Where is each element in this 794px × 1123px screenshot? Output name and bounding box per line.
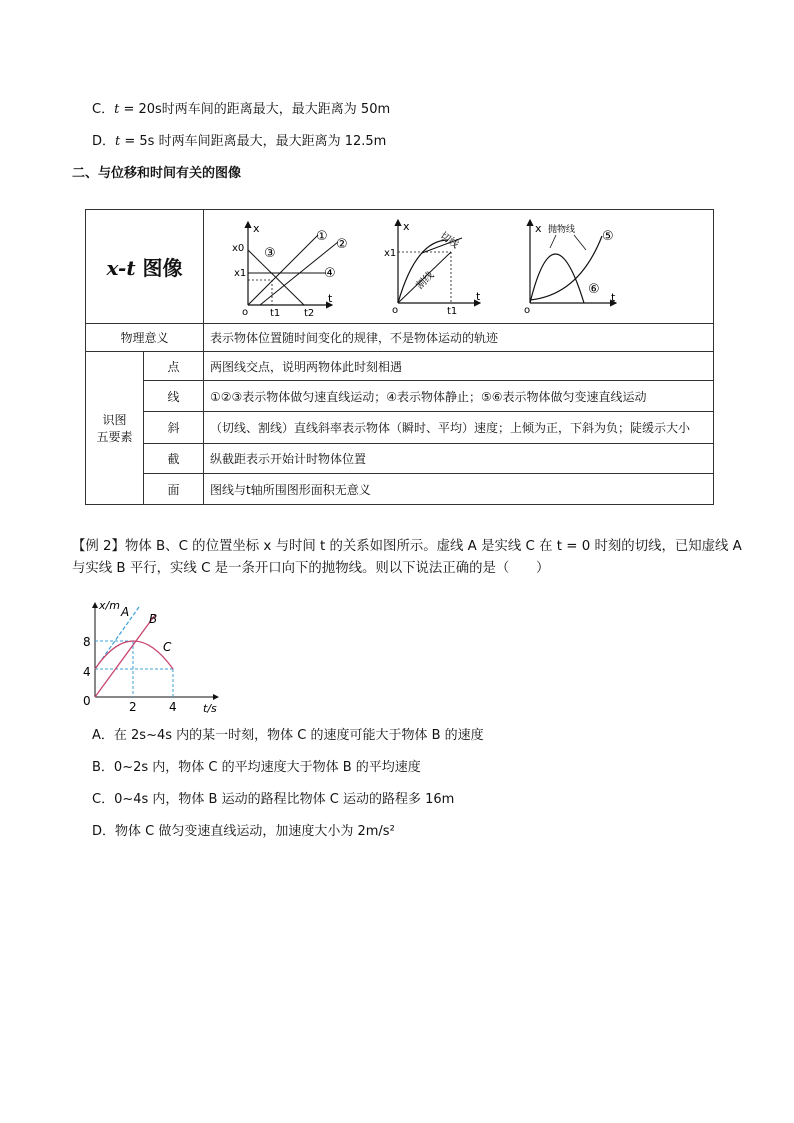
row-text-area: 图线与t轴所围图形面积无意义 <box>204 474 714 505</box>
g2-curve <box>398 240 448 303</box>
row-label-intercept: 截 <box>144 444 204 474</box>
g1-x-label: x <box>253 222 260 235</box>
example-y-axis-label: x/m <box>99 599 120 612</box>
group-label-line2: 五要素 <box>96 430 133 444</box>
g1-line-1 <box>248 235 318 305</box>
g3-t-label: t <box>611 291 616 304</box>
option-text: 物体 C 做匀变速直线运动，加速度大小为 2m/s² <box>115 824 395 839</box>
graph2 <box>384 220 481 317</box>
example-line1: 物体 B、C 的位置坐标 x 与时间 t 的关系如图所示。虚线 A 是实线 C 在 t = 0 时刻的切线，已知虚线 A <box>124 539 742 554</box>
g2-tangent-label: 切线 <box>437 230 461 251</box>
g1-x0-label: x0 <box>232 243 245 254</box>
example-option-d <box>92 823 395 841</box>
option-c-prev <box>92 101 390 119</box>
variable-t: t <box>115 134 121 149</box>
example-ytick-8: 8 <box>83 635 91 649</box>
example-xtick-2: 2 <box>129 700 137 714</box>
g3-x-label: x <box>535 222 542 235</box>
g3-pointer-a <box>550 235 556 248</box>
xt-graph-table <box>85 209 714 505</box>
example-tag: 【例 2】 <box>72 539 125 554</box>
table-title-rest: 图像 <box>135 256 183 280</box>
option-label: A． <box>92 728 114 743</box>
option-text: 0~2s 内，物体 C 的平均速度大于物体 B 的平均速度 <box>113 760 421 775</box>
g2-t-label: t <box>476 290 481 303</box>
g2-secant-label: 割线 <box>414 269 437 292</box>
option-text: 0~4s 内，物体 B 运动的路程比物体 C 运动的路程多 16m <box>114 792 455 807</box>
row-label-slope: 斜 <box>144 412 204 444</box>
row-text-point: 两图线交点，说明两物体此时刻相遇 <box>204 352 714 381</box>
g1-t2-label: t2 <box>304 308 315 319</box>
option-text: = 20s时两车间的距离最大，最大距离为 50m <box>119 102 391 117</box>
row-text-line: ①②③表示物体做匀速直线运动；④表示物体静止；⑤⑥表示物体做匀变速直线运动 <box>204 381 714 412</box>
example-label-A: A <box>121 605 130 619</box>
graphs-cell <box>204 210 714 324</box>
graph1 <box>232 222 348 319</box>
option-label: D． <box>92 134 116 149</box>
option-label: B． <box>92 760 114 775</box>
variable-t: t <box>114 102 120 117</box>
option-d-prev <box>92 133 386 151</box>
example-curve-C <box>95 641 173 669</box>
example-label-B: B <box>149 612 158 626</box>
example-line2: 与实线 B 平行，实线 C 是一条开口向下的抛物线。则以下说法正确的是（ ） <box>72 561 550 576</box>
meaning-label: 物理意义 <box>86 324 204 352</box>
group-label-line1: 识图 <box>102 413 127 427</box>
example-option-a <box>92 727 484 745</box>
g3-circle-6: ⑥ <box>588 282 600 297</box>
group-label-cell <box>86 352 144 505</box>
example-x-axis-label: t/s <box>203 702 217 715</box>
g1-t-label: t <box>328 292 333 305</box>
g2-t1-label: t1 <box>447 306 458 317</box>
g1-x1-label: x1 <box>234 268 247 279</box>
g2-x-label: x <box>403 220 410 233</box>
g1-t1-label: t1 <box>270 308 281 319</box>
row-text-intercept: 纵截距表示开始计时物体位置 <box>204 444 714 474</box>
example-xtick-4: 4 <box>169 700 177 714</box>
option-text: = 5s 时两车间距离最大，最大距离为 12.5m <box>120 134 387 149</box>
g1-circle-4: ④ <box>324 266 336 281</box>
row-label-area: 面 <box>144 474 204 505</box>
example-ytick-4: 4 <box>83 665 91 679</box>
meaning-text: 表示物体位置随时间变化的规律，不是物体运动的轨迹 <box>204 324 714 352</box>
g2-x1-label: x1 <box>384 248 397 259</box>
g3-parabola-label: 抛物线 <box>548 225 576 235</box>
option-text: 在 2s~4s 内的某一时刻，物体 C 的速度可能大于物体 B 的速度 <box>113 728 484 743</box>
row-text-slope: （切线、割线）直线斜率表示物体（瞬时、平均）速度；上倾为正，下斜为负；陡缓示大小 <box>204 412 714 444</box>
g3-pointer-b <box>574 235 586 250</box>
section-heading: 二、与位移和时间有关的图像 <box>72 166 242 181</box>
example-option-c <box>92 791 454 809</box>
g2-origin: o <box>392 305 399 316</box>
g3-origin: o <box>524 305 531 316</box>
example-question <box>72 536 742 580</box>
g1-circle-3: ③ <box>264 246 276 261</box>
g1-circle-1: ① <box>316 229 328 244</box>
table-title-cell <box>86 210 204 324</box>
example-origin: 0 <box>83 694 91 708</box>
example-xt-graph <box>75 597 225 715</box>
example-option-b <box>92 759 421 777</box>
g3-circle-5: ⑤ <box>602 229 614 244</box>
option-label: C． <box>92 792 115 807</box>
g1-origin: o <box>242 307 249 318</box>
row-label-point: 点 <box>144 352 204 381</box>
option-label: D． <box>92 824 116 839</box>
g1-circle-2: ② <box>336 237 348 252</box>
table-title-italic: x-t <box>106 256 136 280</box>
option-label: C． <box>92 102 115 117</box>
row-label-line: 线 <box>144 381 204 412</box>
example-label-C: C <box>163 640 172 654</box>
xt-graphs-figure <box>204 210 712 320</box>
graph3 <box>524 220 616 316</box>
